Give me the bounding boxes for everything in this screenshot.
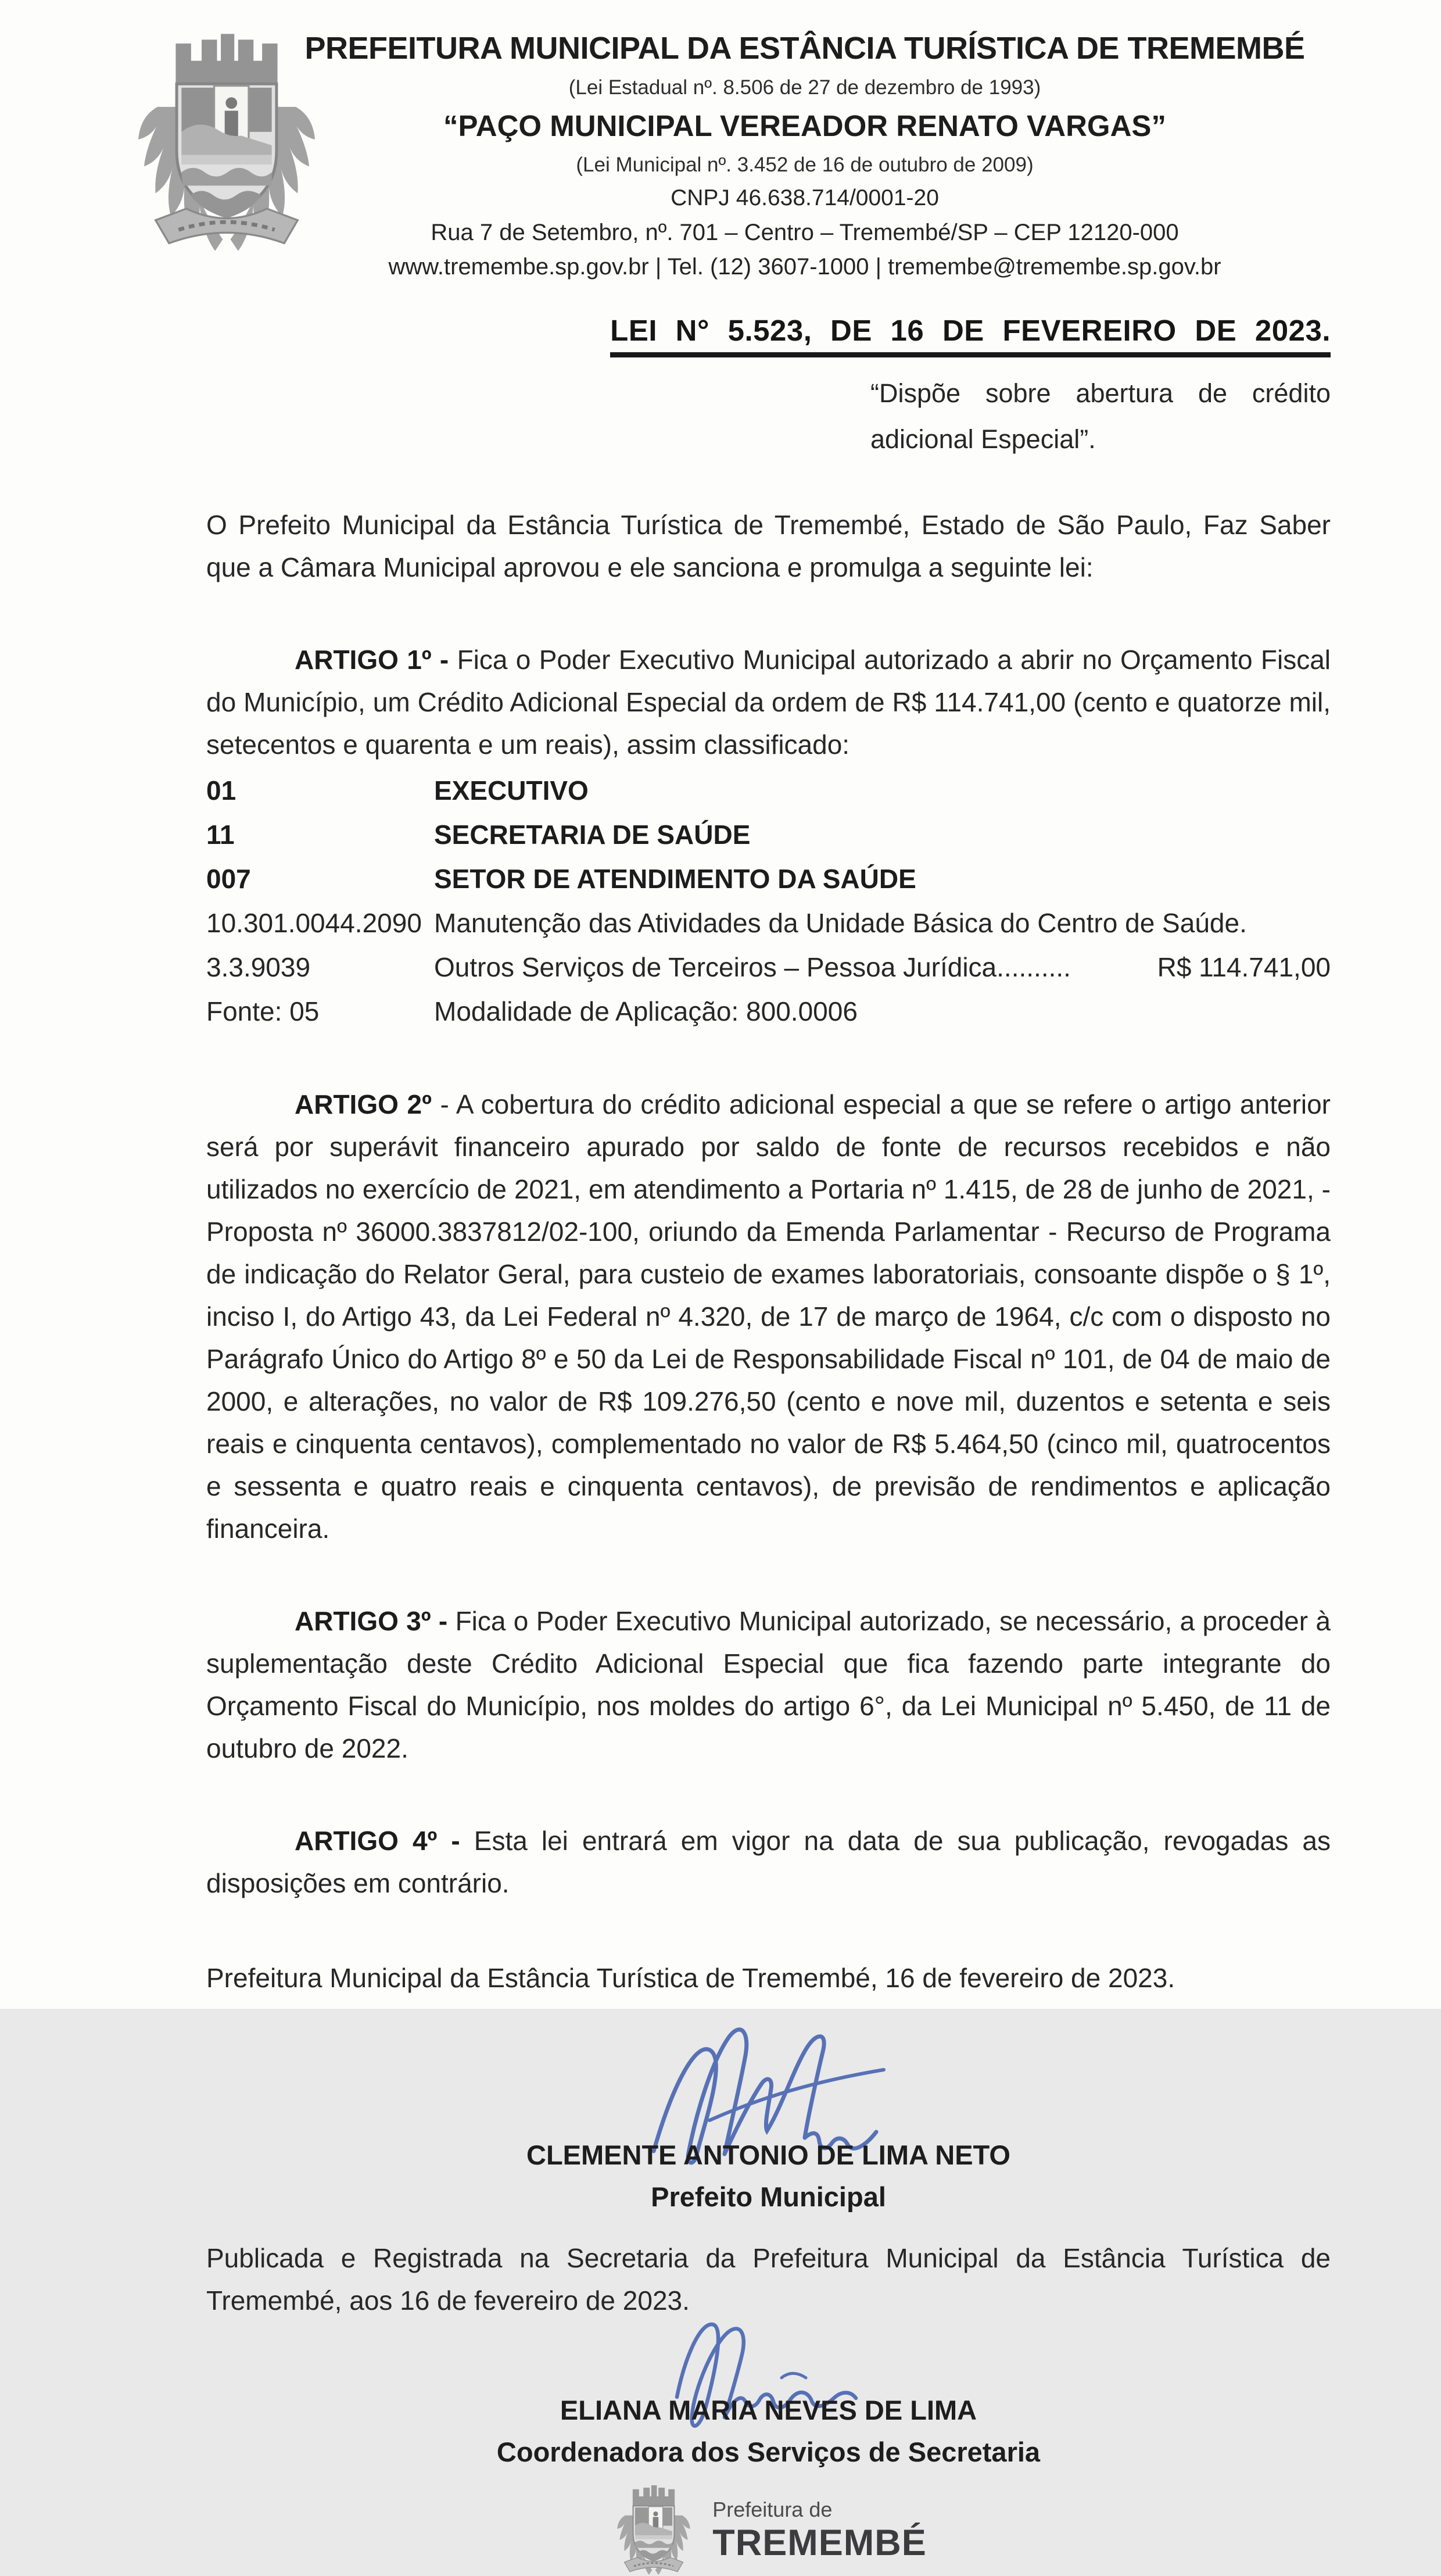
coordinator-name: ELIANA MARIA NEVES DE LIMA — [560, 2394, 977, 2425]
address-line: Rua 7 de Setembro, nº. 701 – Centro – Tremembé/SP – CEP 12120-000 — [431, 219, 1179, 245]
letterhead — [0, 0, 1441, 281]
article-3-text: Fica o Poder Executivo Municipal autorizado, se necessário, a proceder à suplementação deste Crédito Adicional Especial que fica fazendo parte integrante do Orçamento Fiscal do Município, nos moldes do artigo 6°, da Lei Municipal nº 5.450, de 11 de outubro de 2022. — [206, 1605, 1331, 1763]
article-1-label: ARTIGO 1º - — [295, 644, 457, 675]
municipal-crest-icon — [119, 32, 334, 253]
table-row — [206, 768, 1331, 813]
table-row — [206, 857, 1331, 901]
table-row — [206, 989, 1331, 1033]
letterhead-text — [273, 30, 1336, 281]
budget-classification-table — [206, 768, 1331, 1033]
classification-desc: SETOR DE ATENDIMENTO DA SAÚDE — [434, 863, 916, 894]
classification-code: 11 — [206, 819, 235, 850]
classification-code: 10.301.0044.2090 — [206, 907, 422, 938]
contact-line: www.tremembe.sp.gov.br | Tel. (12) 3607-1000 | tremembe@tremembe.sp.gov.br — [388, 253, 1221, 280]
document-body — [0, 313, 1441, 2576]
municipality-name: PREFEITURA MUNICIPAL DA ESTÂNCIA TURÍSTICA DE TREMEMBÉ — [304, 31, 1305, 66]
article-2-paragraph — [206, 1083, 1331, 1550]
classification-desc: EXECUTIVO — [434, 775, 589, 806]
table-row — [206, 901, 1331, 945]
classification-code: 3.3.9039 — [206, 951, 311, 982]
article-4-paragraph — [206, 1820, 1331, 1905]
coordinator-signature-block — [206, 2295, 1331, 2473]
article-3-label: ARTIGO 3º - — [295, 1605, 456, 1636]
mayor-role: Prefeito Municipal — [651, 2181, 886, 2212]
footer-logo — [206, 2484, 1331, 2576]
building-name: “PAÇO MUNICIPAL VEREADOR RENATO VARGAS” — [443, 109, 1166, 143]
law-subtitle: “Dispõe sobre abertura de crédito adicional Especial”. — [870, 378, 1331, 454]
table-row — [206, 813, 1331, 857]
classification-desc: Modalidade de Aplicação: 800.0006 — [434, 996, 858, 1026]
article-4-text: Esta lei entrará em vigor na data de sua publicação, revogadas as disposições em contrário. — [206, 1825, 1331, 1898]
article-2-label: ARTIGO 2º — [295, 1089, 432, 1119]
footer-prefeitura-de: Prefeitura de — [712, 2497, 833, 2521]
article-3-paragraph — [206, 1600, 1331, 1770]
law-title-row — [206, 313, 1331, 357]
mayor-signature-block — [206, 2015, 1331, 2217]
coordinator-role: Coordenadora dos Serviços de Secretaria — [496, 2436, 1041, 2467]
place-date-line: Prefeitura Municipal da Estância Turística de Tremembé, 16 de fevereiro de 2023. — [206, 1962, 1175, 1993]
article-1-paragraph — [206, 639, 1331, 766]
footer-crest-icon — [610, 2484, 697, 2576]
classification-desc: Manutenção das Atividades da Unidade Básica do Centro de Saúde. — [434, 907, 1247, 938]
classification-amount: R$ 114.741,00 — [1157, 951, 1331, 982]
article-1-text: Fica o Poder Executivo Municipal autorizado a abrir no Orçamento Fiscal do Município, um Crédito Adicional Especial da ordem de R$ 114.741,00 (cento e quatorze mil, setecentos e quarenta e um reais), assim classificado: — [206, 644, 1331, 760]
classification-code: 007 — [206, 863, 251, 894]
classification-desc: SECRETARIA DE SAÚDE — [434, 819, 751, 850]
footer-city-name: TREMEMBÉ — [712, 2522, 927, 2563]
article-2-text: - A cobertura do crédito adicional especial a que se refere o artigo anterior será por superávit financeiro apurado por saldo de fonte de recursos recebidos e não utilizados no exercício de 2021, em atendimento a Portaria nº 1.415, de 28 de junho de 2021, - Proposta nº 36000.3837812/02-100, oriundo da Emenda Parlamentar - Recurso de Programa de indicação do Relator Geral, para custeio de exames laboratoriais, consoante dispõe o § 1º, inciso I, do Artigo 43, da Lei Federal nº 4.320, de 17 de março de 1964, c/c com o disposto no Parágrafo Único do Artigo 8º e 50 da Lei de Responsabilidade Fiscal nº 101, de 04 de maio de 2000, e alterações, no valor de R$ 109.276,50 (cento e nove mil, duzentos e setenta e seis reais e cinquenta centavos), complementado no valor de R$ 5.464,50 (cinco mil, quatrocentos e sessenta e quatro reais e cinquenta centavos), de previsão de rendimentos e aplicação financeira. — [206, 1089, 1331, 1544]
table-row — [206, 945, 1331, 989]
cnpj-number: CNPJ 46.638.714/0001-20 — [671, 185, 939, 211]
article-4-label: ARTIGO 4º - — [295, 1825, 474, 1856]
publication-paragraph: Publicada e Registrada na Secretaria da Prefeitura Municipal da Estância Turística de Tremembé, aos 16 de fevereiro de 2023. — [206, 2242, 1331, 2316]
preamble-paragraph: O Prefeito Municipal da Estância Turística de Tremembé, Estado de São Paulo, Faz Saber que a Câmara Municipal aprovou e ele sanciona e promulga a seguinte lei: — [206, 509, 1331, 582]
classification-desc: Outros Serviços de Terceiros – Pessoa Jurídica.......... — [434, 951, 1071, 982]
state-law-reference: (Lei Estadual nº. 8.506 de 27 de dezembro de 1993) — [568, 76, 1041, 99]
footer-logo-text — [712, 2498, 927, 2562]
municipal-law-reference: (Lei Municipal nº. 3.452 de 16 de outubro de 2009) — [576, 153, 1034, 177]
mayor-name: CLEMENTE ANTONIO DE LIMA NETO — [526, 2139, 1010, 2170]
law-title: LEI N° 5.523, DE 16 DE FEVEREIRO DE 2023. — [610, 313, 1331, 357]
classification-code: Fonte: 05 — [206, 996, 320, 1026]
classification-code: 01 — [206, 775, 236, 806]
